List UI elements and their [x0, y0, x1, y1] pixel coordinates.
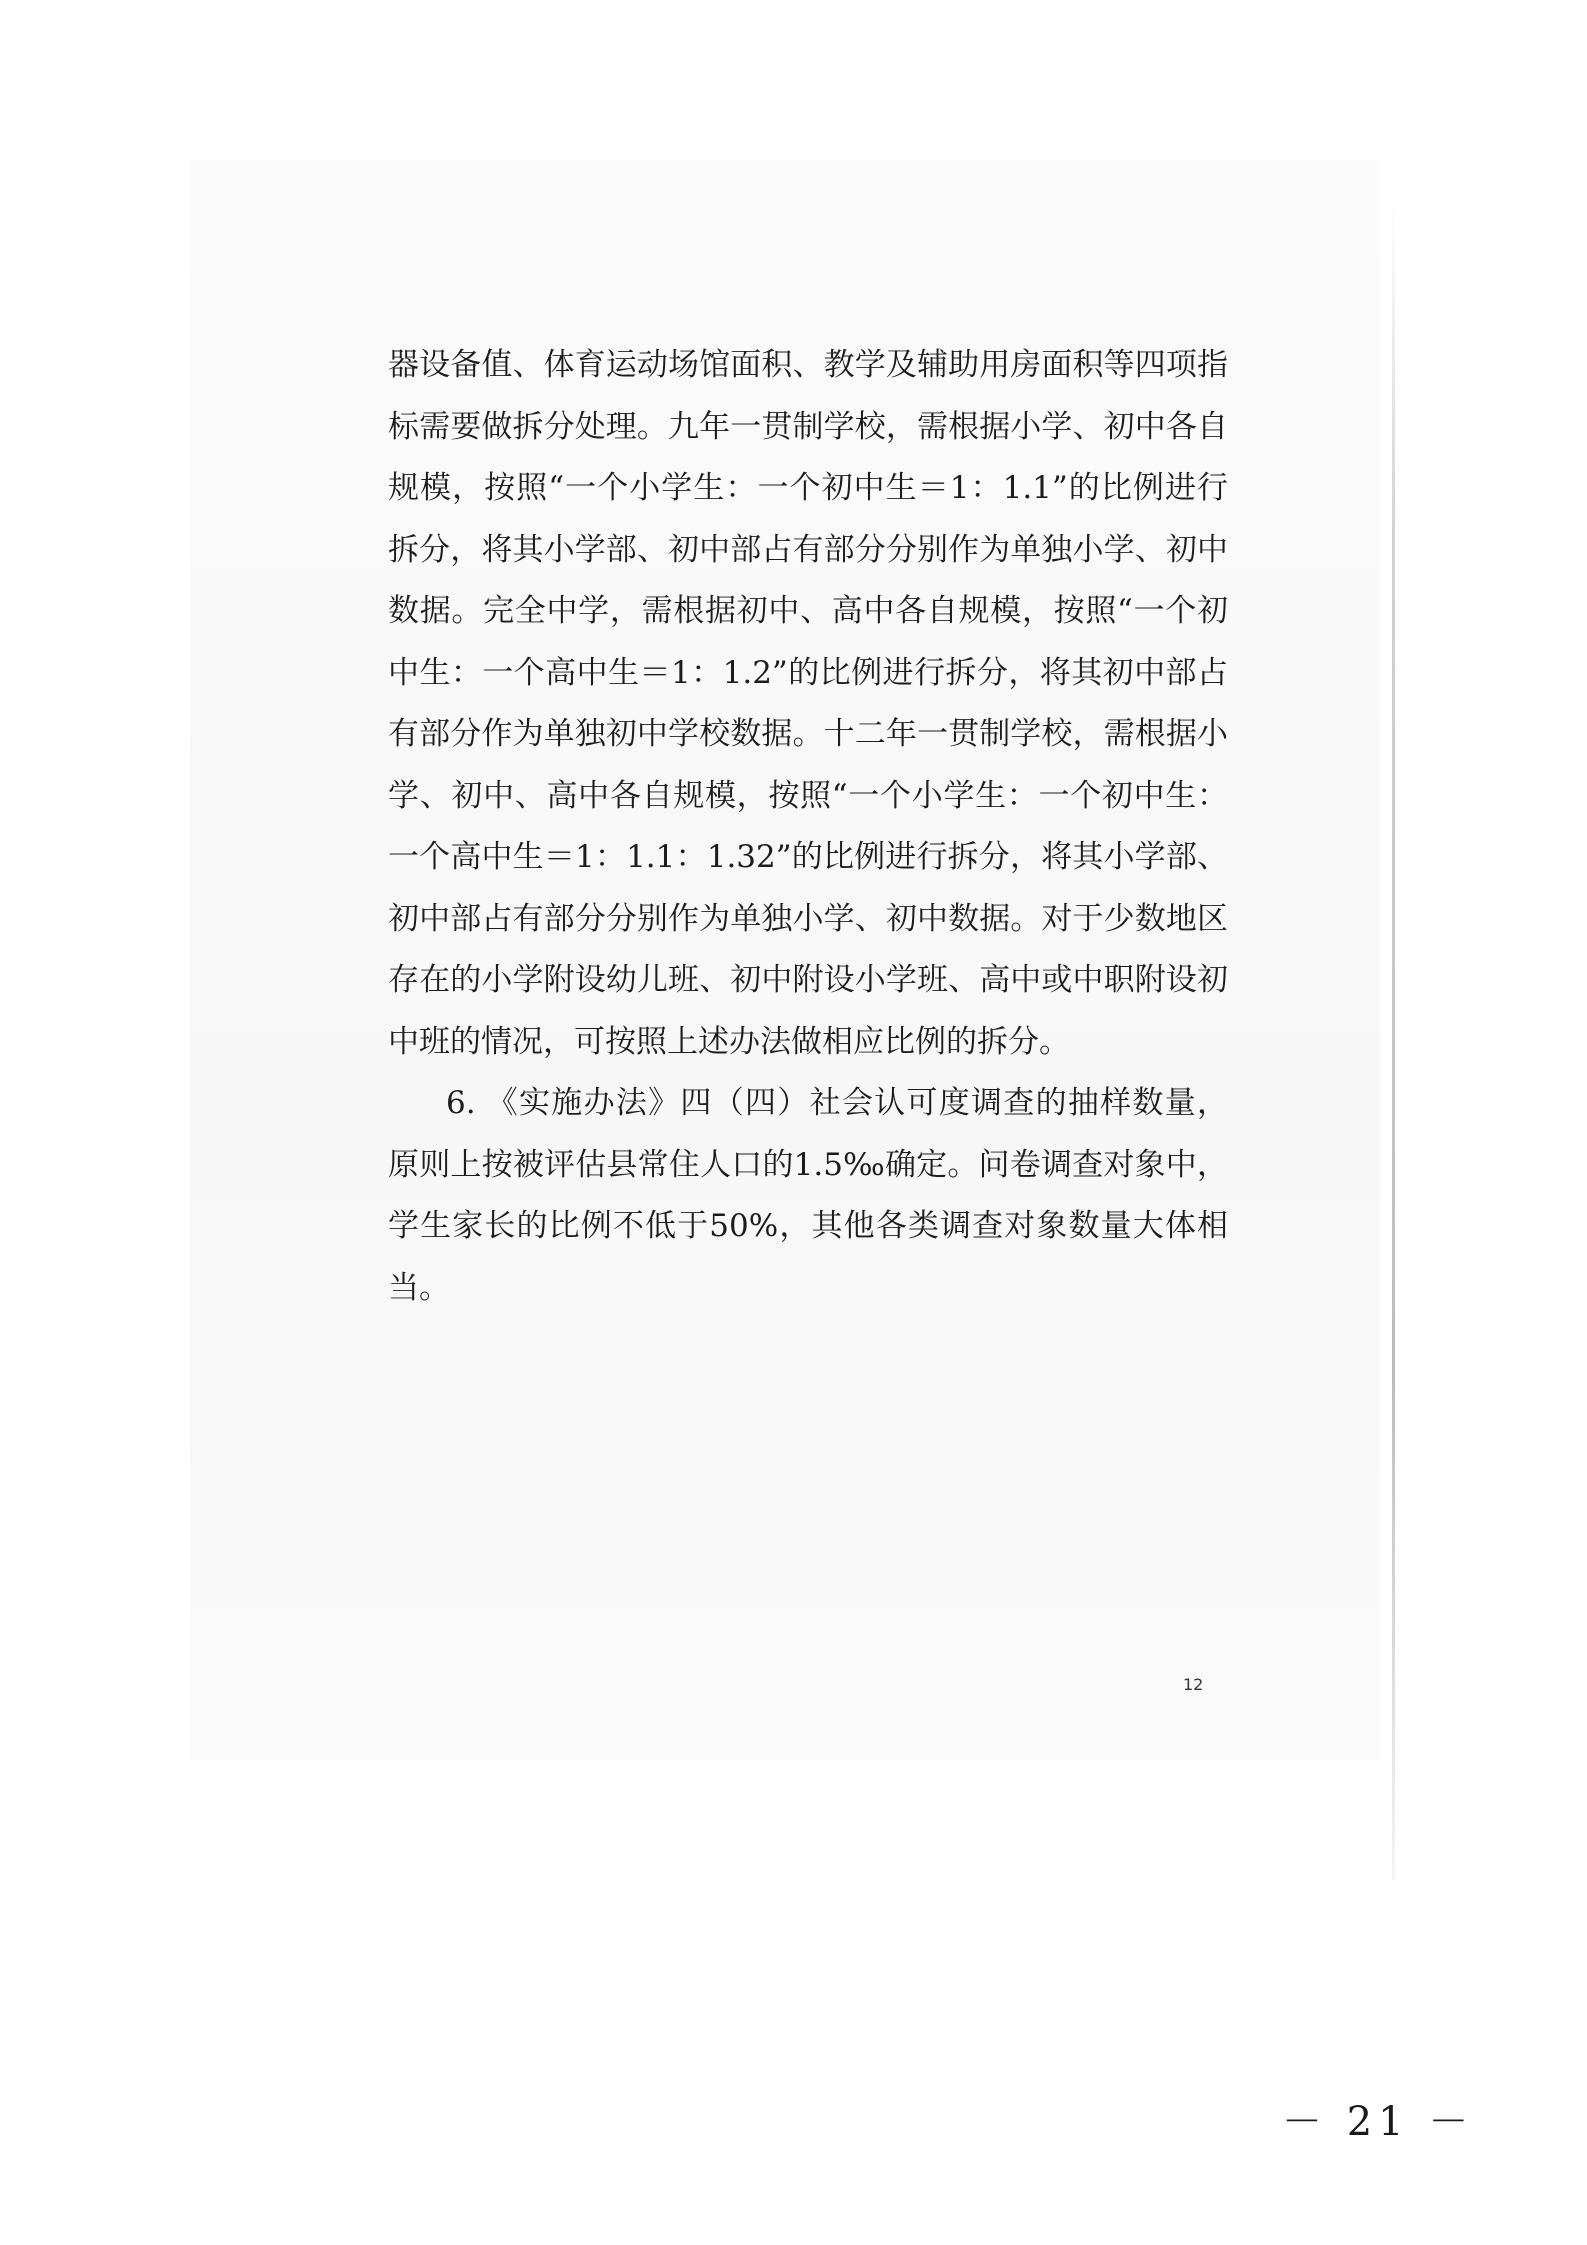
paragraph-start-line: 6. 《实施办法》四（四）社会认可度调查的抽样数量， [446, 1085, 1228, 1121]
text-line: 器设备值、体育运动场馆面积、教学及辅助用房面积等四项指 [388, 347, 1228, 383]
document-body [388, 335, 1228, 1319]
text-line: 初中部占有部分分别作为单独小学、初中数据。对于少数地区 [388, 900, 1228, 937]
page-number: － 21 － [1282, 2099, 1475, 2145]
scan-edge-shadow [1392, 200, 1395, 1880]
text-line: 标需要做拆分处理。九年一贯制学校，需根据小学、初中各自 [388, 408, 1228, 445]
text-line: 有部分作为单独初中学校数据。十二年一贯制学校，需根据小 [388, 716, 1228, 752]
text-line: 学、初中、高中各自规模，按照“一个小学生：一个初中生： [388, 777, 1228, 814]
text-line: 原则上按被评估县常住人口的1.5‰确定。问卷调查对象中， [388, 1146, 1228, 1183]
text-line: 拆分，将其小学部、初中部占有部分分别作为单独小学、初中 [388, 531, 1228, 568]
text-line: 当。 [388, 1269, 450, 1306]
scanned-page-number: 12 [1183, 1675, 1204, 1694]
text-line: 规模，按照“一个小学生：一个初中生＝1：1.1”的比例进行 [388, 470, 1228, 506]
text-line: 中生：一个高中生＝1：1.2”的比例进行拆分，将其初中部占 [388, 654, 1228, 691]
text-line: 一个高中生＝1：1.1：1.32”的比例进行拆分，将其小学部、 [388, 839, 1228, 875]
text-line: 存在的小学附设幼儿班、初中附设小学班、高中或中职附设初 [388, 962, 1228, 998]
text-line: 数据。完全中学，需根据初中、高中各自规模，按照“一个初 [388, 593, 1228, 629]
text-line: 中班的情况，可按照上述办法做相应比例的拆分。 [388, 1023, 1070, 1060]
text-line: 学生家长的比例不低于50%，其他各类调查对象数量大体相 [388, 1208, 1228, 1244]
